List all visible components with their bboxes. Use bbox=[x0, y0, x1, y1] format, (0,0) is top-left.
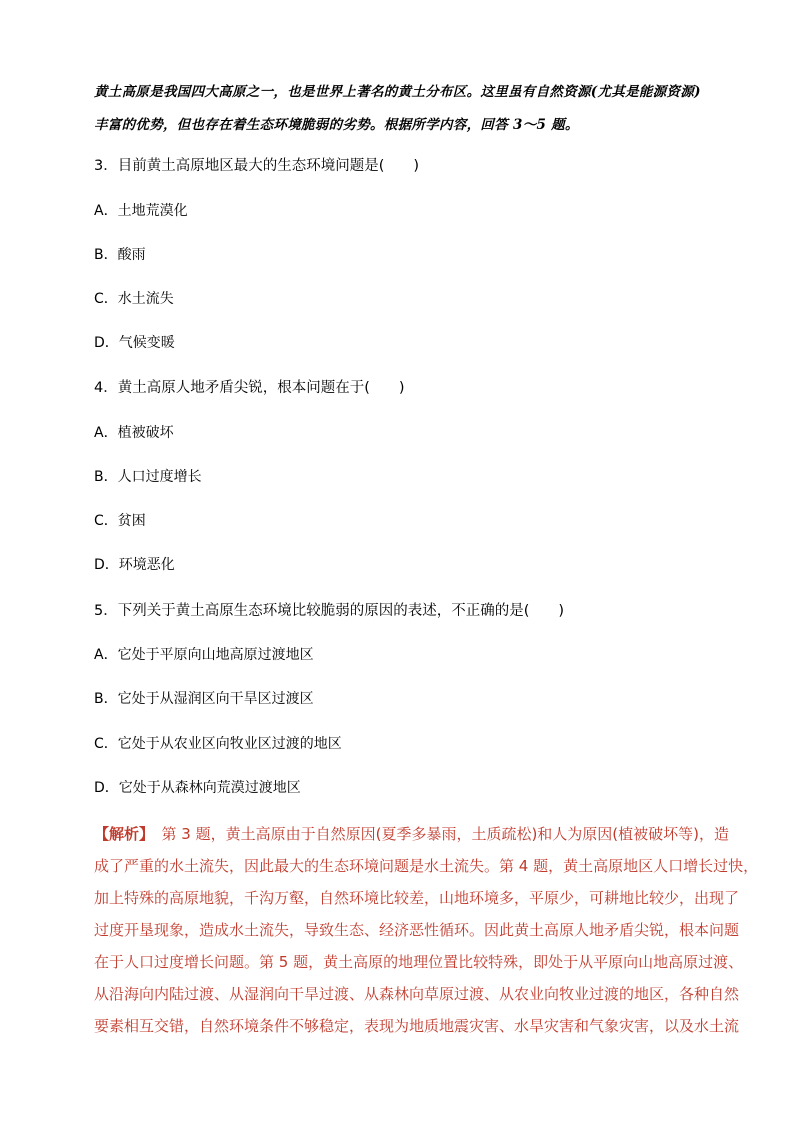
analysis-line-7: 要素相互交错，自然环境条件不够稳定，表现为地质地震灾害、水旱灾害和气象灾害，以及水土流 bbox=[94, 1017, 740, 1035]
analysis-line-5: 在于人口过度增长问题。第 5 题，黄土高原的地理位置比较特殊，即处于从平原向山地高原过渡、 bbox=[94, 953, 744, 971]
analysis-tag: 【解析】 bbox=[94, 825, 147, 843]
question-5-option-d: D．它处于从森林向荒漠过渡地区 bbox=[94, 780, 301, 796]
question-3-stem: 3．目前黄土高原地区最大的生态环境问题是( ) bbox=[94, 158, 420, 174]
analysis-line-3: 加上特殊的高原地貌，千沟万壑，自然环境比较差，山地环境多，平原少，可耕地比较少，出现了 bbox=[94, 889, 740, 907]
question-4-option-a: A．植被破坏 bbox=[94, 425, 174, 441]
question-5-option-b: B．它处于从湿润区向干旱区过渡区 bbox=[94, 691, 314, 707]
intro-line-2: 丰富的优势，但也存在着生态环境脆弱的劣势。根据所学内容，回答 3～5 题。 bbox=[94, 117, 579, 133]
question-4-option-d: D．环境恶化 bbox=[94, 557, 175, 573]
question-3-option-d: D．气候变暖 bbox=[94, 335, 175, 351]
question-3-option-c: C．水土流失 bbox=[94, 291, 174, 307]
question-5-option-a: A．它处于平原向山地高原过渡地区 bbox=[94, 647, 314, 663]
question-4-stem: 4．黄土高原人地矛盾尖锐，根本问题在于( ) bbox=[94, 380, 405, 396]
analysis-line-2: 成了严重的水土流失，因此最大的生态环境问题是水土流失。第 4 题，黄土高原地区人口增长过快， bbox=[94, 857, 759, 875]
question-3-option-b: B．酸雨 bbox=[94, 247, 146, 263]
analysis-text: 第 3 题，黄土高原由于自然原因(夏季多暴雨，土质疏松)和人为原因(植被破坏等)，造 bbox=[146, 825, 730, 843]
question-5-option-c: C．它处于从农业区向牧业区过渡的地区 bbox=[94, 736, 342, 752]
analysis-line-6: 从沿海向内陆过渡、从湿润向干旱过渡、从森林向草原过渡、从农业向牧业过渡的地区，各种自然 bbox=[94, 985, 740, 1003]
question-4-option-b: B．人口过度增长 bbox=[94, 469, 202, 485]
analysis-line-4: 过度开垦现象，造成水土流失，导致生态、经济恶性循环。因此黄土高原人地矛盾尖锐，根本问题 bbox=[94, 921, 740, 939]
intro-line-1: 黄土高原是我国四大高原之一，也是世界上著名的黄土分布区。这里虽有自然资源(尤其是能源资源) bbox=[94, 84, 701, 100]
question-5-stem: 5．下列关于黄土高原生态环境比较脆弱的原因的表述，不正确的是( ) bbox=[94, 603, 565, 619]
question-4-option-c: C．贫困 bbox=[94, 513, 146, 529]
analysis-line-1 bbox=[94, 823, 730, 844]
question-3-option-a: A．土地荒漠化 bbox=[94, 203, 188, 219]
